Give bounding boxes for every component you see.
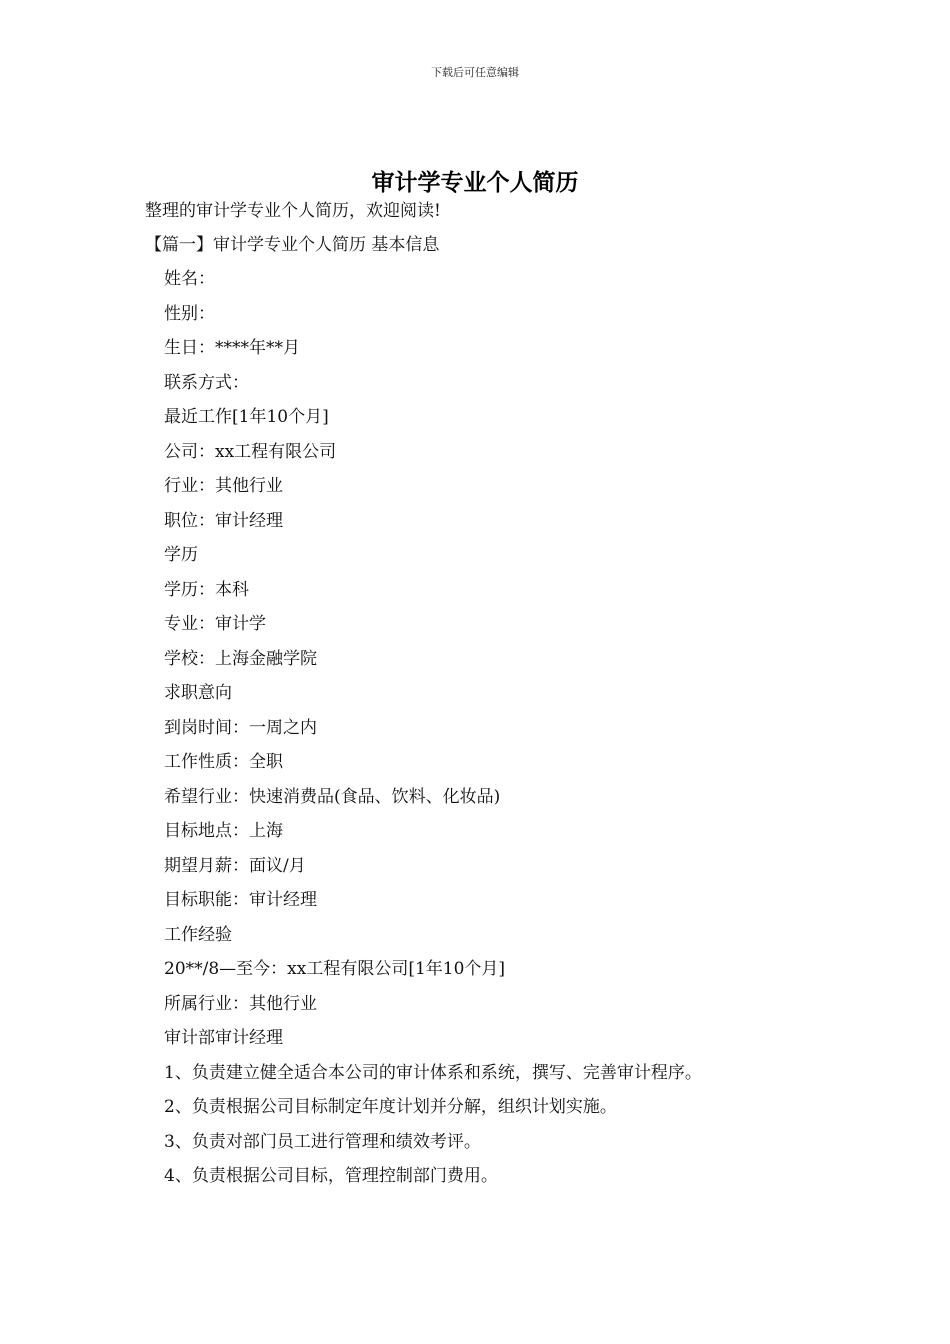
resume-line: 学历：本科 <box>164 579 249 600</box>
resume-line: 职位：审计经理 <box>164 510 283 531</box>
resume-line: 工作性质：全职 <box>164 752 283 772</box>
intro-paragraph: 整理的审计学专业个人简历，欢迎阅读! <box>145 201 441 221</box>
resume-line: 学校：上海金融学院 <box>164 648 317 669</box>
resume-line: 4、负责根据公司目标，管理控制部门费用。 <box>164 1166 498 1186</box>
resume-line: 公司：xx工程有限公司 <box>164 441 337 462</box>
resume-lines <box>164 265 702 1197</box>
resume-line: 20**/8—至今：xx工程有限公司[1年10个月] <box>164 959 506 979</box>
resume-line: 审计部审计经理 <box>164 1028 283 1048</box>
resume-line: 2、负责根据公司目标制定年度计划并分解，组织计划实施。 <box>164 1097 617 1117</box>
header-note: 下载后可任意编辑 <box>431 66 519 79</box>
section-heading: 【篇一】审计学专业个人简历 基本信息 <box>145 235 440 255</box>
resume-line: 1、负责建立健全适合本公司的审计体系和系统，撰写、完善审计程序。 <box>164 1062 702 1083</box>
resume-line: 姓名： <box>164 269 215 289</box>
resume-line: 联系方式： <box>164 372 249 393</box>
resume-line: 工作经验 <box>164 924 232 945</box>
resume-line: 专业：审计学 <box>164 614 266 634</box>
resume-line: 到岗时间：一周之内 <box>164 717 317 738</box>
resume-line: 行业：其他行业 <box>164 476 283 496</box>
resume-line: 生日：****年**月 <box>164 338 300 358</box>
resume-line: 所属行业：其他行业 <box>164 993 317 1014</box>
resume-line: 求职意向 <box>164 683 232 703</box>
resume-line: 性别： <box>164 303 215 324</box>
resume-line: 学历 <box>164 545 198 565</box>
resume-line: 希望行业：快速消费品(食品、饮料、化妆品) <box>164 786 501 807</box>
resume-line: 3、负责对部门员工进行管理和绩效考评。 <box>164 1131 481 1152</box>
document-title: 审计学专业个人简历 <box>371 169 579 197</box>
resume-line: 最近工作[1年10个月] <box>164 407 329 427</box>
resume-line: 目标地点：上海 <box>164 821 283 841</box>
resume-line: 期望月薪：面议/月 <box>164 855 306 876</box>
resume-line: 目标职能：审计经理 <box>164 890 317 910</box>
